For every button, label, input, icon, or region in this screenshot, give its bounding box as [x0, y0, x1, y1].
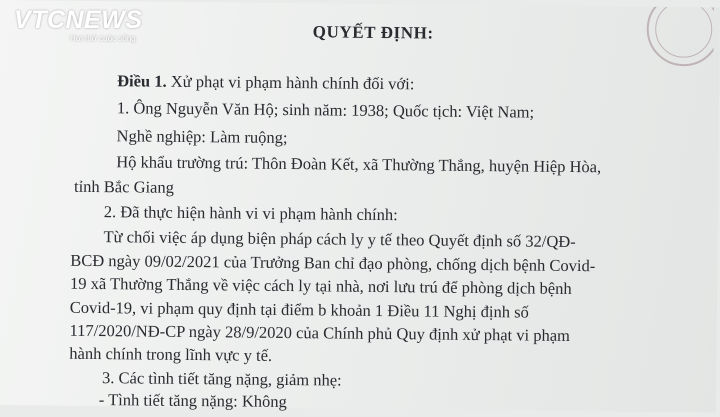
article-text: Xử phạt vi phạm hành chính đối với:: [170, 71, 415, 94]
document-line: 1. Ông Nguyễn Văn Hộ; sinh năm: 1938; Quốc tịch: Việt Nam;: [116, 98, 535, 122]
document-line: Covid-19, vi phạm quy định tại điểm b khoản 1 Điều 11 Nghị định số: [69, 297, 529, 322]
document-line: 3. Các tình tiết tăng nặng, giảm nhẹ:: [101, 368, 342, 390]
vtc-news-logo: [14, 6, 164, 42]
article-1-line: [117, 71, 414, 94]
document-title: QUYẾT ĐỊNH:: [312, 22, 434, 43]
document-line: tỉnh Bắc Giang: [73, 176, 175, 197]
document-line: 19 xã Thường Thắng về việc cách ly tại nhà, nơi lưu trú để phòng dịch bệnh: [69, 273, 572, 299]
document-line: BCĐ ngày 09/02/2021 của Trưởng Ban chỉ đạo phòng, chống dịch bệnh Covid-: [70, 250, 596, 276]
logo-news: NEWS: [65, 6, 143, 34]
document-line: 2. Đã thực hiện hành vi vi phạm hành chính:: [103, 202, 398, 225]
article-label: Điều 1.: [117, 71, 167, 91]
logo-tagline: Hơi thở cuộc sống: [70, 34, 136, 43]
document-line: 117/2020/NĐ-CP ngày 28/9/2020 của Chính phủ Quy định xử phạt vi phạm: [69, 320, 571, 345]
document-line: Từ chối việc áp dụng biện pháp cách ly y tế theo Quyết định số 32/QĐ-: [103, 227, 576, 252]
document-line: - Tình tiết tăng nặng: Không: [98, 390, 287, 412]
logo-wordmark: [14, 6, 143, 35]
logo-vtc: VTC: [14, 6, 66, 34]
stamp-seal: [635, 7, 714, 72]
document-line: Hộ khẩu trường trú: Thôn Đoàn Kết, xã Thường Thắng, huyện Hiệp Hòa,: [116, 152, 602, 177]
document-line: hành chính trong lĩnh vực y tế.: [69, 343, 273, 365]
document-line: Nghề nghiệp: Làm ruộng;: [116, 126, 288, 148]
